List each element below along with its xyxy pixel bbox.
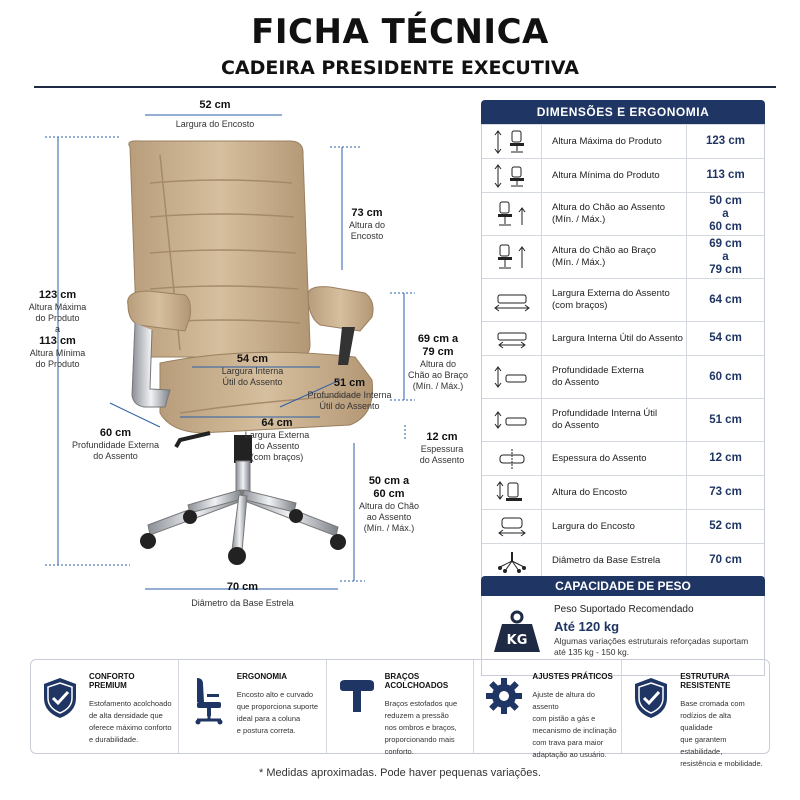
dimensions-table	[481, 100, 765, 578]
page-title: FICHA TÉCNICA	[251, 12, 549, 52]
features-strip	[30, 659, 770, 768]
dim-seat-external-depth: 60 cm Profundidade Externa do Assento	[71, 427, 160, 461]
seat-height-icon	[482, 193, 542, 235]
dim-arm-height: 69 cm a 79 cm Altura do Chão ao Braço (Mín. / Máx.)	[407, 333, 469, 391]
weight-icon	[492, 610, 542, 659]
star-base-icon	[482, 544, 542, 577]
seat-thickness-icon	[482, 442, 542, 475]
min-height-icon	[482, 159, 542, 192]
feature-padded-arms: BRAÇOS ACOLCHOADOS Braços estofados que reduzem a pressão nos ombros e braços, proporcionando mais conforto.	[327, 660, 475, 753]
dimensions-table-header: DIMENSÕES E ERGONOMIA	[481, 100, 765, 124]
table-row: Altura do Chão ao Assento (Mín. / Máx.) 50 cm a 60 cm	[482, 192, 764, 235]
dim-seat-external-width: 64 cm Largura Externa do Assento (com braços)	[244, 417, 310, 462]
table-row: Altura Mínima do Produto 113 cm	[482, 158, 764, 192]
feature-comfort: CONFORTO PREMIUM Estofamento acolchoado de alta densidade que oferece máximo conforto e durabilidade.	[31, 660, 179, 753]
table-row: Altura do Chão ao Braço (Mín. / Máx.) 69 cm a 79 cm	[482, 235, 764, 278]
dim-seat-thickness: 12 cm Espessura do Assento	[419, 431, 465, 465]
dim-product-height: 123 cm Altura Máxima do Produto a 113 cm Altura Mínima do Produto	[28, 289, 87, 369]
footnote: * Medidas aproximadas. Pode haver pequenas variações.	[259, 767, 541, 779]
table-row: Profundidade Externa do Assento 60 cm	[482, 355, 764, 398]
dim-seat-internal-width: 54 cm Largura Interna Útil do Assento	[221, 353, 284, 387]
table-row: Espessura do Assento 12 cm	[482, 441, 764, 475]
backrest-width-icon	[482, 510, 542, 543]
title-divider	[34, 86, 776, 88]
table-row: Largura do Encosto 52 cm	[482, 509, 764, 543]
seat-depth-external-icon	[482, 356, 542, 398]
gear-icon	[484, 676, 524, 721]
max-height-icon	[482, 125, 542, 158]
seat-width-internal-icon	[482, 322, 542, 355]
padded-arm-icon	[337, 676, 377, 721]
table-row: Diâmetro da Base Estrela 70 cm	[482, 543, 764, 577]
svg-text:KG: KG	[506, 633, 528, 648]
weight-capacity-header: CAPACIDADE DE PESO	[481, 576, 765, 596]
table-row: Altura Máxima do Produto 123 cm	[482, 124, 764, 158]
dim-seat-internal-depth: 51 cm Profundidade Interna Útil do Assento	[307, 377, 392, 411]
dim-backrest-width: 52 cm Largura do Encosto	[175, 99, 255, 129]
table-row: Altura do Encosto 73 cm	[482, 475, 764, 509]
backrest-height-icon	[482, 476, 542, 509]
dim-star-base-diameter: 70 cm Diâmetro da Base Estrela	[191, 581, 294, 608]
dim-seat-height: 50 cm a 60 cm Altura do Chão ao Assento (Mín. / Máx.)	[358, 475, 420, 533]
dim-backrest-height: 73 cm Altura do Encosto	[348, 207, 386, 241]
shield-check-icon	[41, 676, 79, 725]
feature-structure: ESTRUTURA RESISTENTE Base cromada com rodízios de alta qualidade que garantem estabilidade, resistência e mobilidade.	[622, 660, 769, 753]
table-row: Profundidade Interna Útil do Assento 51 cm	[482, 398, 764, 441]
table-row: Largura Interna Útil do Assento 54 cm	[482, 321, 764, 355]
feature-ergonomics: ERGONOMIA Encosto alto e curvado que proporciona suporte ideal para a coluna e postura correta.	[179, 660, 327, 753]
seat-width-external-icon	[482, 279, 542, 321]
feature-adjustments: AJUSTES PRÁTICOS Ajuste de altura do assento com pistão a gás e mecanismo de inclinação com trava para maior adaptação ao usuário.	[474, 660, 622, 753]
weight-capacity-panel: CAPACIDADE DE PESO KG Peso Suportado Recomendado Até 120 kg Algumas variações estruturais reforçadas suportam até 135 kg - 150 kg.	[481, 576, 765, 676]
page-subtitle: CADEIRA PRESIDENTE EXECUTIVA	[220, 57, 580, 79]
seat-depth-internal-icon	[482, 399, 542, 441]
arm-height-icon	[482, 236, 542, 278]
table-row: Largura Externa do Assento (com braços) 64 cm	[482, 278, 764, 321]
chair-diagram	[20, 95, 475, 615]
ergonomic-chair-icon	[189, 676, 227, 731]
shield-check-icon	[632, 676, 670, 725]
